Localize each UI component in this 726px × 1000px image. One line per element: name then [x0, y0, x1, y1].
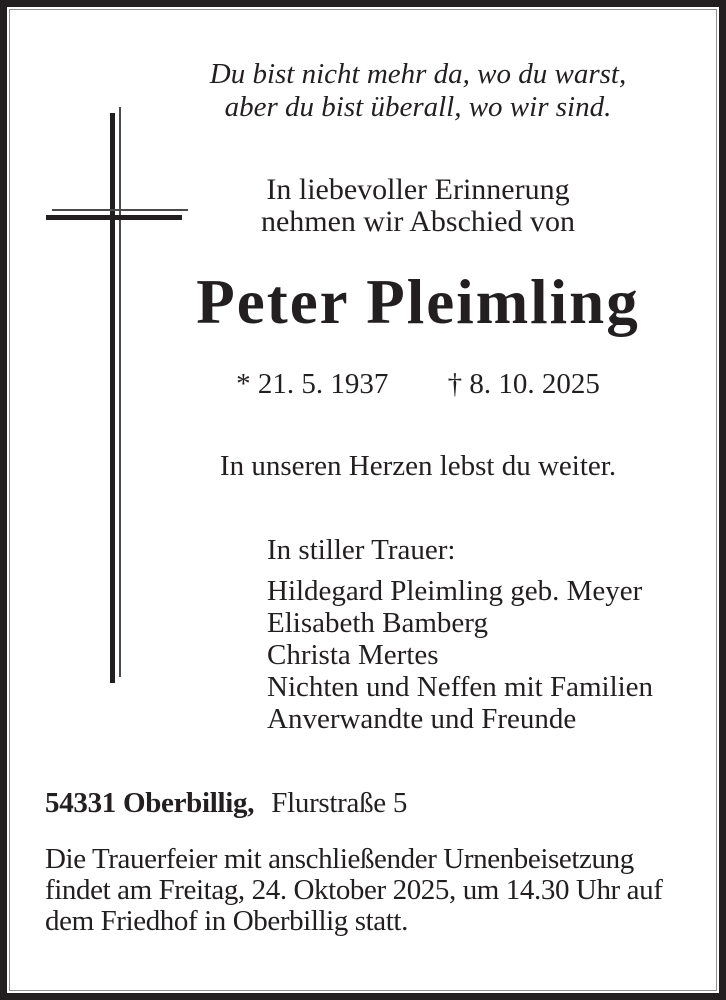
memorial-line: In unseren Herzen lebst du weiter. [219, 450, 617, 482]
ceremony-line-3: dem Friedhof in Oberbillig statt. [45, 905, 408, 937]
ceremony-info [45, 844, 708, 937]
mourner-name: Nichten und Neffen mit Familien [267, 671, 654, 703]
mourning-heading: In stiller Trauer: [267, 534, 456, 566]
mourner-name: Elisabeth Bamberg [267, 607, 488, 639]
ceremony-line-2: findet am Freitag, 24. Oktober 2025, um 14.30 Uhr auf [45, 874, 663, 906]
opening-quote [120, 58, 716, 124]
mourner-name: Christa Mertes [267, 639, 439, 671]
cross-vertical-thick-line [110, 113, 115, 683]
intro-line-1: In liebevoller Erinnerung [266, 173, 570, 206]
deceased-name: Peter Pleimling [196, 267, 640, 337]
address-city: 54331 Oberbillig, [45, 787, 255, 819]
life-dates [120, 368, 716, 401]
mourning-block [267, 534, 653, 735]
birth-date: * 21. 5. 1937 [236, 368, 389, 400]
address-street: Flurstraße 5 [271, 787, 408, 819]
mourner-name: Hildegard Pleimling geb. Meyer [267, 575, 643, 607]
intro-text [120, 174, 716, 238]
address-line [45, 787, 407, 820]
quote-line-1: Du bist nicht mehr da, wo du warst, [209, 58, 627, 90]
quote-line-2: aber du bist überall, wo wir sind. [224, 91, 612, 123]
death-date: † 8. 10. 2025 [447, 368, 600, 400]
intro-line-2: nehmen wir Abschied von [260, 205, 576, 238]
mourner-name: Anverwandte und Freunde [267, 703, 577, 735]
ceremony-line-1: Die Trauerfeier mit anschließender Urnenbeisetzung [45, 843, 634, 875]
